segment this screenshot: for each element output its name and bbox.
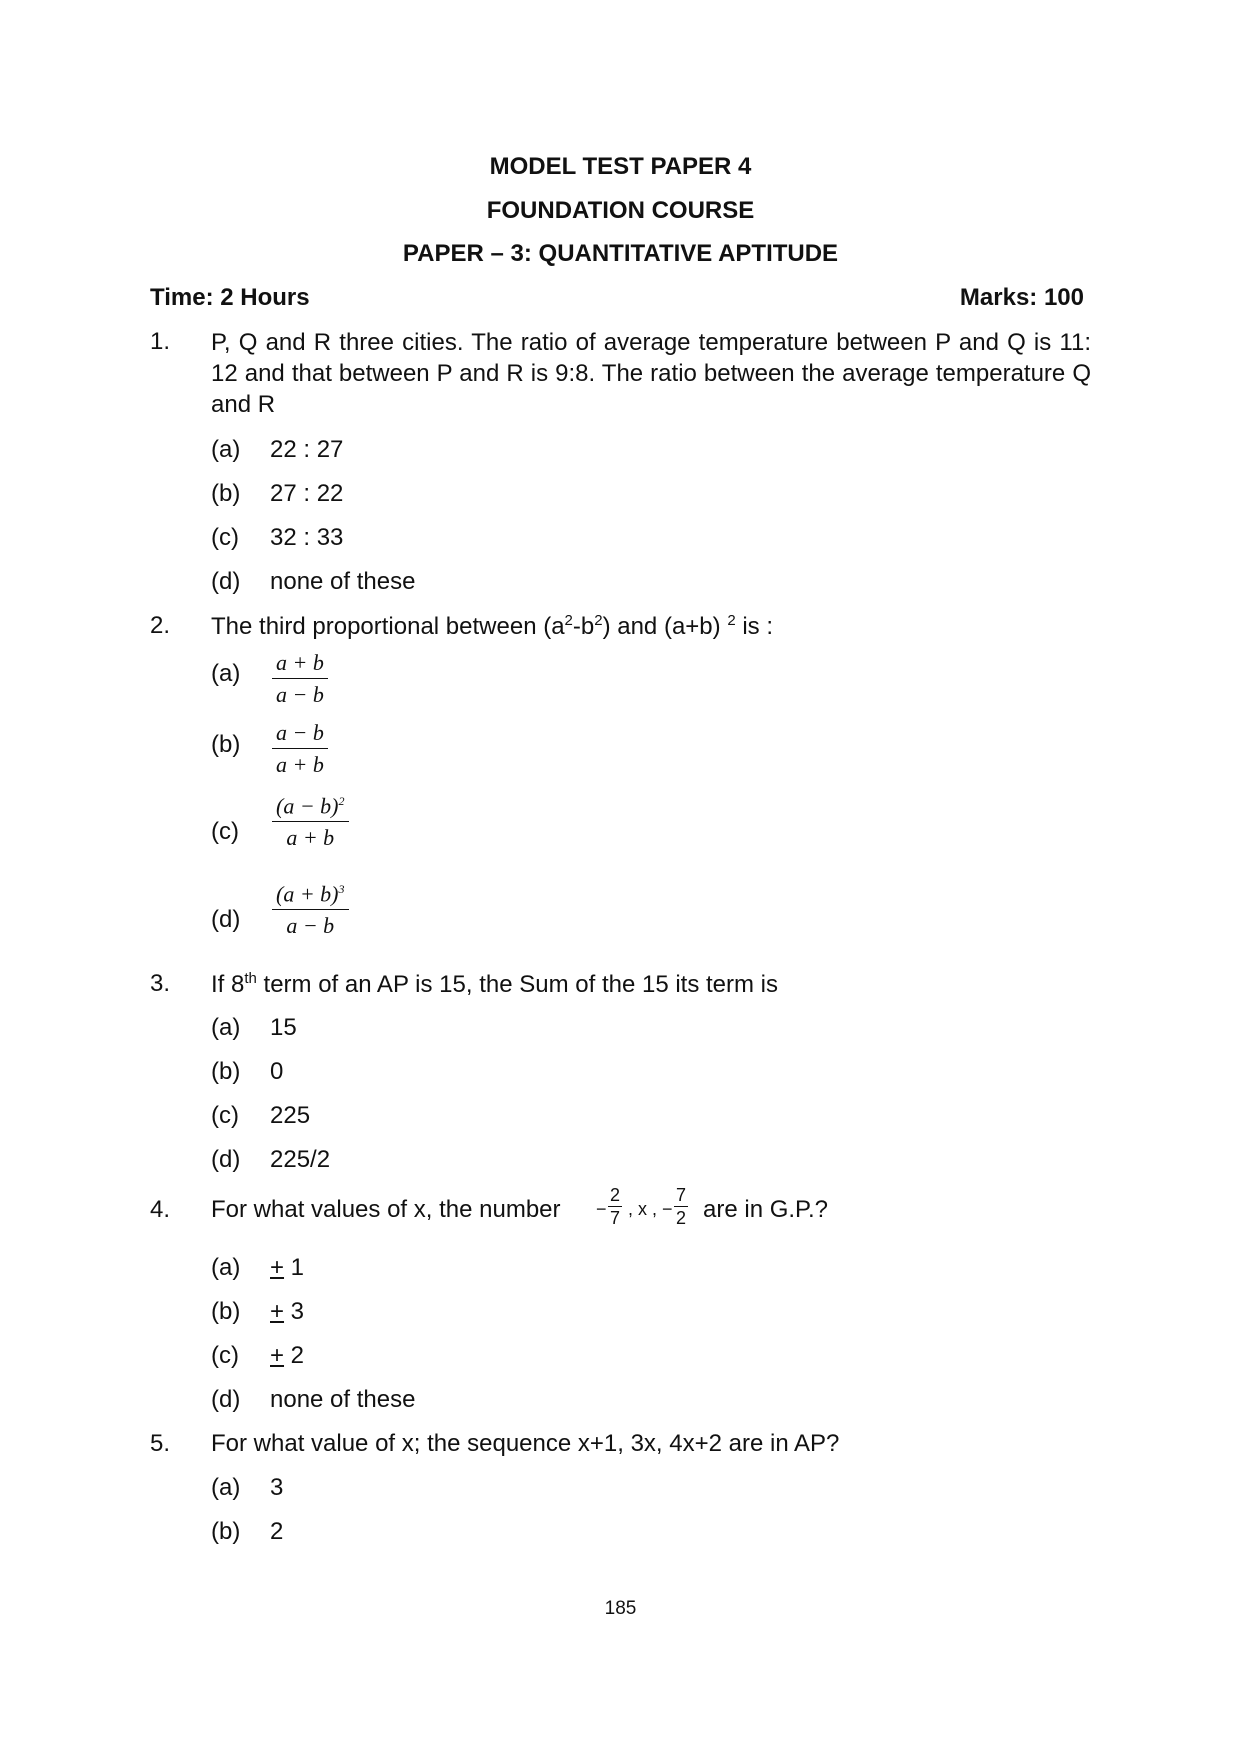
question-text: The third proportional between $(a^2-b^2)$ and (a+b) $^2$ is : (211, 612, 773, 640)
option-label: (b) (211, 731, 241, 758)
question-text-end: are in G.P.? (703, 1196, 828, 1223)
fraction (272, 652, 328, 706)
option-value: 225/2 (270, 1146, 331, 1173)
option-value: none of these (270, 568, 416, 595)
question-number: 1. (150, 328, 171, 355)
option-label: (d) (211, 1386, 241, 1413)
fraction-denominator: a + b (276, 752, 324, 777)
option-value: 27 : 22 (270, 480, 344, 507)
question-number: 5. (150, 1430, 171, 1457)
question-text: If 8th term of an AP is 15, the Sum of the 15 its term is (211, 970, 779, 998)
fraction-denominator: 7 (610, 1208, 621, 1228)
question-text: For what value of x; the sequence x+1, 3x, 4x+2 are in AP? (211, 1430, 840, 1457)
option-label: (b) (211, 1518, 241, 1545)
fraction (674, 1186, 688, 1227)
fraction-denominator: a − b (286, 913, 335, 939)
option-label: (c) (211, 1102, 239, 1129)
option-label: (c) (211, 818, 239, 845)
marks-label: Marks: 100 (959, 284, 1084, 311)
option-value: + 1 (270, 1254, 305, 1281)
option-value: + 2 (270, 1342, 305, 1369)
question-number: 3. (150, 970, 171, 997)
page-number: 185 (604, 1598, 637, 1619)
option-value: 0 (270, 1058, 284, 1085)
question-number: 4. (150, 1196, 171, 1223)
course-title: FOUNDATION COURSE (486, 197, 755, 224)
option-label: (d) (211, 906, 241, 933)
question-text: For what values of x, the number (211, 1196, 561, 1223)
option-value: + 3 (270, 1298, 305, 1325)
option-value: none of these (270, 1386, 416, 1413)
option-value: 2 (270, 1518, 284, 1545)
fraction (272, 883, 349, 937)
option-label: (b) (211, 480, 241, 507)
question-number: 2. (150, 612, 171, 639)
sequence-middle: , x , − (628, 1199, 673, 1219)
fraction-numerator: $(a + b)^3$ (272, 883, 349, 910)
option-label: (b) (211, 1058, 241, 1085)
option-label: (a) (211, 1474, 241, 1501)
fraction (608, 1186, 622, 1227)
fraction-numerator: a − b (272, 722, 328, 749)
option-label: (a) (211, 660, 241, 687)
option-label: (b) (211, 1298, 241, 1325)
option-value: 15 (270, 1014, 297, 1041)
option-value: 225 (270, 1102, 311, 1129)
fraction (272, 722, 328, 776)
option-label: (c) (211, 524, 239, 551)
fraction-numerator: $(a - b)^2$ (272, 795, 349, 822)
fraction-numerator: a + b (272, 652, 328, 679)
option-label: (c) (211, 1342, 239, 1369)
option-value: 22 : 27 (270, 436, 344, 463)
page-title: MODEL TEST PAPER 4 (489, 153, 752, 180)
option-label: (d) (211, 1146, 241, 1173)
fraction-denominator: a − b (276, 682, 324, 707)
option-label: (a) (211, 436, 241, 463)
paper-title: PAPER – 3: QUANTITATIVE APTITUDE (402, 240, 839, 267)
fraction-denominator: a + b (286, 825, 335, 851)
question-text: P, Q and R three cities. The ratio of average temperature between P and Q is 11: 12 and that between P and R is 9:8. The ratio between the average temperature Q and R (211, 329, 1091, 418)
minus-sign: − (596, 1199, 607, 1219)
option-value: 32 : 33 (270, 524, 344, 551)
option-label: (d) (211, 568, 241, 595)
option-value: 3 (270, 1474, 284, 1501)
option-label: (a) (211, 1254, 241, 1281)
time-label: Time: 2 Hours (150, 284, 310, 311)
fraction-numerator: 7 (676, 1185, 687, 1205)
fraction-denominator: 2 (676, 1208, 687, 1228)
fraction-numerator: 2 (610, 1185, 621, 1205)
option-label: (a) (211, 1014, 241, 1041)
fraction (272, 795, 349, 849)
